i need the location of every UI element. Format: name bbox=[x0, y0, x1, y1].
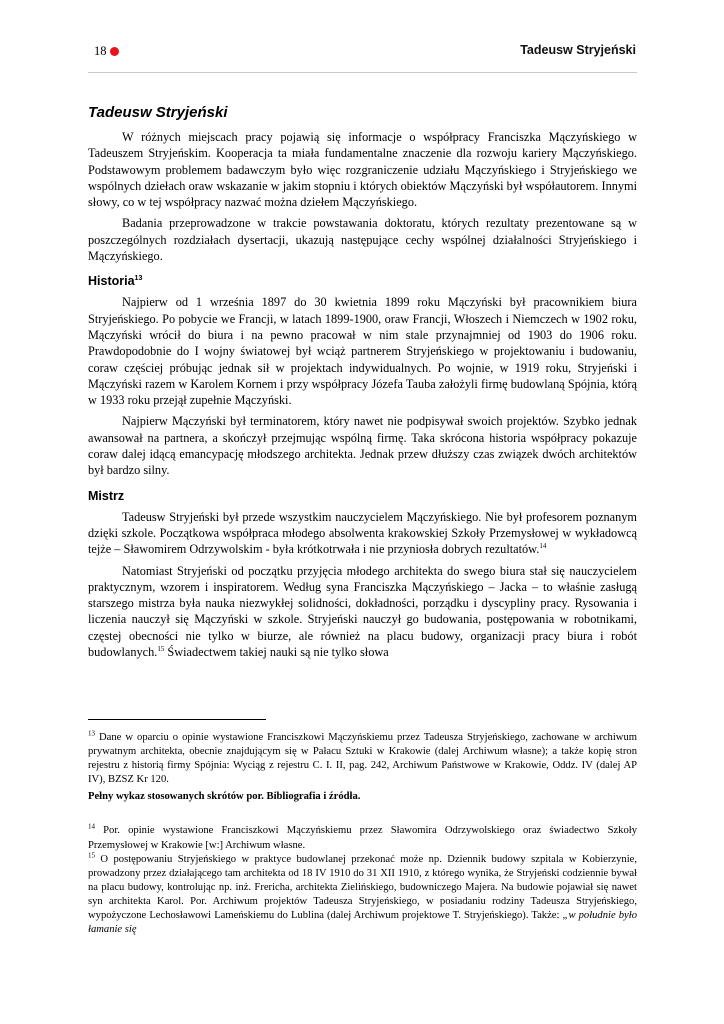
paragraph: Najpierw od 1 września 1897 do 30 kwietnia 1899 roku Mączyński był pracownikiem biura Stryjeńskiego. Po pobycie we Francji, w latach 1899-1900, oraw Francji, Włoszech i Niemczech w 1902 roku, Mączyński wrócił do biura i na pewno pracował w nim stale przynajmniej od 1903 do 1906 roku. Prawdopodobnie do I wojny światowej był wciąż partnerem Stryjeńskiego w projektowaniu i budowaniu, coraw częściej próbując jednak sił w projektach indywidualnych. Po wojnie, w 1919 roku, Stryjeński i Mączyński razem w Karolem Kornem i przy współpracy Józefa Tauba założyli firmę budowlaną Spójnia, którą w 1933 roku przejął zupełnie Mączyński. bbox=[88, 295, 637, 408]
spacer bbox=[88, 804, 637, 824]
page-number: 18 bbox=[94, 44, 107, 58]
section-title: Tadeusw Stryjeński bbox=[88, 104, 228, 121]
subheading-historia bbox=[88, 274, 637, 288]
footnote-ref: 14 bbox=[539, 542, 547, 551]
footnote-text: O postępowaniu Stryjeńskiego w praktyce budowlanej przekonać może np. Dziennik budowy szpitala w Kobierzynie, prowadzony przez działającego tam architekta od 18 IV 1910 do 31 XII 1910, z którego wynika, że Stryjeński codziennie bywał na placu budowy, kontrolując np. inż. Frericha, architekta Zielińskiego, budowniczego Majera. Na budowie pojawiał się nawet syn architekta Karol. Por. Archiwum projektów Tadeusza Stryjeńskiego, w posiadaniu rodziny Tadeusza Stryjeńskiego, wypożyczone Lechosławowi Lameńskiemu do Lublina (dalej Archiwum projektowe T. Stryjeńskiego). Także: bbox=[88, 853, 637, 922]
paragraph-text: Tadeusw Stryjeński był przede wszystkim nauczycielem Mączyńskiego. Nie był profesorem poznanym dzięki szkole. Początkowa współpraca młodego absolwenta krakowskiej Szkoły Przemysłowej w wykładowcą tejże – Sławomirem Odrzywolskim - była krótkotrwała i nie przyniosła dobrych rezultatów. bbox=[88, 509, 637, 557]
subheading-text: Historia bbox=[88, 274, 135, 289]
main-content bbox=[88, 98, 637, 665]
footnote-13 bbox=[88, 731, 637, 787]
footnote-number: 13 bbox=[88, 729, 95, 738]
subheading-mistrz: Mistrz bbox=[88, 488, 125, 503]
paragraph: W różnych miejscach pracy pojawią się informacje o współpracy Franciszka Mączyńskiego w Tadeuszem Stryjeńskim. Kooperacja ta miała fundamentalne znaczenie dla rozwoju kariery Mączyńskiego. Podstawowym problemem badawczym było więc rozgraniczenie udziału Mączyńskiego i Stryjeńskiego we wspólnych dziełach oraw wskazanie w jakim stopniu i których obiektów Mączyński był współautorem. Innymi słowy, co w tej współpracy nazwać można dziełem Mączyńskiego. bbox=[88, 130, 637, 210]
footnote-15 bbox=[88, 853, 637, 938]
footnote-ref: 13 bbox=[134, 275, 143, 283]
red-bullet-icon bbox=[110, 47, 119, 56]
footnote-number: 15 bbox=[88, 851, 95, 860]
footnote-text: Por. opinie wystawione Franciszkowi Mączyńskiemu przez Sławomira Odrzywolskiego oraz świadectwo Szkoły Przemysłowej w Krakowie [w:] Archiwum własne. bbox=[88, 825, 637, 851]
footnote-bold-note: Pełny wykaz stosowanych skrótów por. Bibliografia i źródła. bbox=[88, 791, 361, 803]
paragraph bbox=[88, 509, 637, 558]
footnote-text: Dane w oparciu o opinie wystawione Franciszkowi Mączyńskiemu przez Tadeusza Stryjeńskiego, zachowane w archiwum prywatnym architekta, obecnie znajdującym się w Pałacu Sztuki w Krakowie (dalej Archiwum własne); a także kopię stron rejestru z historią firmy Spójnia: Wyciąg z rejestru C. I. II, pag. 242, Archiwum Państwowe w Krakowie, Oddz. IV (dalej AP IV), BZSZ Kr 120. bbox=[88, 732, 637, 786]
header-rule bbox=[88, 72, 637, 73]
footnote-14 bbox=[88, 824, 637, 852]
paragraph bbox=[88, 563, 637, 661]
footnote-separator bbox=[88, 719, 266, 720]
paragraph-text: Natomiast Stryjeński od początku przyjęcia młodego architekta do swego biura stał się nauczycielem praktycznym, wzorem i inspiratorem. Według syna Franciszka Mączyńskiego – Jacka – to właśnie zasługą starszego mistrza była nauka niezwykłej solidności, dokładności, porządku i dyscypliny pracy. Rysowania i liczenia nauczył się Mączyński w szkole. Stryjeński nauczył go budowania, postępowania w robotnikami, częstej obecności nie tylko w biurze, ale również na placu budowy, organizacji pracy biura i robót budowlanych. bbox=[88, 563, 637, 660]
paragraph-text: Świadectwem takiej nauki są nie tylko słowa bbox=[164, 645, 389, 660]
running-title: Tadeusw Stryjeński bbox=[520, 43, 636, 57]
footnote-ref: 15 bbox=[157, 644, 165, 653]
paragraph: Badania przeprowadzone w trakcie powstawania doktoratu, których rezultaty prezentowane są w poszczególnych rozdziałach dysertacji, ukazują następujące cechy wspólnej działalności Stryjeńskiego i Mączyńskiego. bbox=[88, 216, 637, 264]
footnotes bbox=[88, 731, 637, 937]
paragraph: Najpierw Mączyński był terminatorem, który nawet nie podpisywał swoich projektów. Szybko jednak awansował na partnera, a skończył przejmując wspólną firmę. Taka skrócona historia współpracy pokazuje coraw dalej idącą emancypację młodszego architekta. Jednak przew dłuższy czas związek dwóch architektów był bardzo silny. bbox=[88, 414, 637, 478]
footnote-italic-text: „w południe było łamanie się bbox=[88, 910, 637, 936]
footnote-number: 14 bbox=[88, 822, 95, 831]
page-header bbox=[88, 44, 636, 62]
